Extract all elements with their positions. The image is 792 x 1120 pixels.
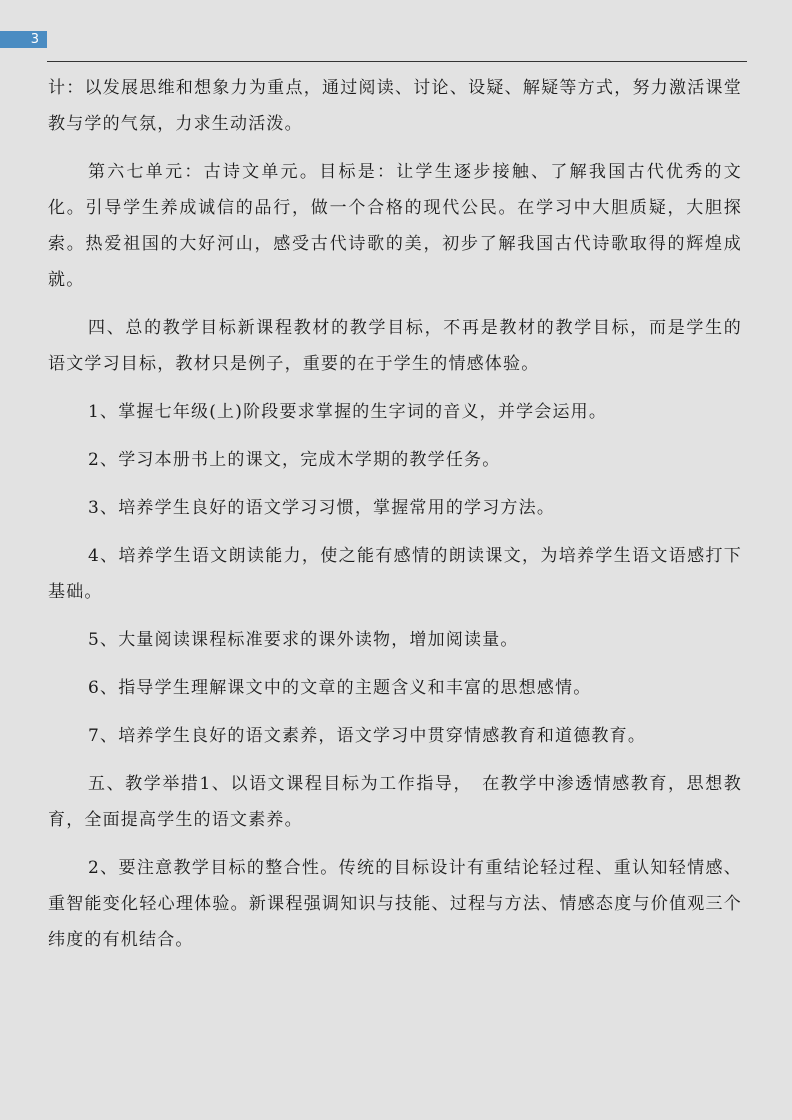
paragraph-5: 2、学习本册书上的课文，完成木学期的教学任务。 bbox=[88, 450, 501, 470]
header-divider bbox=[47, 61, 747, 62]
page-number-badge: 3 bbox=[0, 31, 47, 48]
paragraph-4: 1、掌握七年级(上)阶段要求掌握的生字词的音义，并学会运用。 bbox=[88, 402, 608, 422]
paragraph-9: 6、指导学生理解课文中的文章的主题含义和丰富的思想感情。 bbox=[88, 678, 592, 698]
paragraph-8: 5、大量阅读课程标准要求的课外读物，增加阅读量。 bbox=[88, 630, 519, 650]
document-body bbox=[48, 70, 742, 970]
paragraph-1: 计：以发展思维和想象力为重点，通过阅读、讨论、设疑、解疑等方式，努力激活课堂教与学的气氛，力求生动活泼。 bbox=[48, 78, 742, 134]
paragraph-3: 四、总的教学目标新课程教材的教学目标，不再是教材的教学目标，而是学生的语文学习目标，教材只是例子，重要的在于学生的情感体验。 bbox=[48, 318, 742, 374]
paragraph-10: 7、培养学生良好的语文素养，语文学习中贯穿情感教育和道德教育。 bbox=[88, 726, 647, 746]
paragraph-12: 2、要注意教学目标的整合性。传统的目标设计有重结论轻过程、重认知轻情感、重智能变化轻心理体验。新课程强调知识与技能、过程与方法、情感态度与价值观三个纬度的有机结合。 bbox=[48, 858, 742, 950]
paragraph-7: 4、培养学生语文朗读能力，使之能有感情的朗读课文，为培养学生语文语感打下基础。 bbox=[48, 546, 742, 602]
paragraph-2: 第六七单元：古诗文单元。目标是：让学生逐步接触、了解我国古代优秀的文化。引导学生养成诚信的品行，做一个合格的现代公民。在学习中大胆质疑，大胆探索。热爱祖国的大好河山，感受古代诗歌的美，初步了解我国古代诗歌取得的辉煌成就。 bbox=[48, 162, 742, 290]
paragraph-6: 3、培养学生良好的语文学习习惯，掌握常用的学习方法。 bbox=[88, 498, 556, 518]
paragraph-11: 五、教学举措1、以语文课程目标为工作指导， 在教学中渗透情感教育，思想教育，全面提高学生的语文素养。 bbox=[48, 774, 742, 830]
